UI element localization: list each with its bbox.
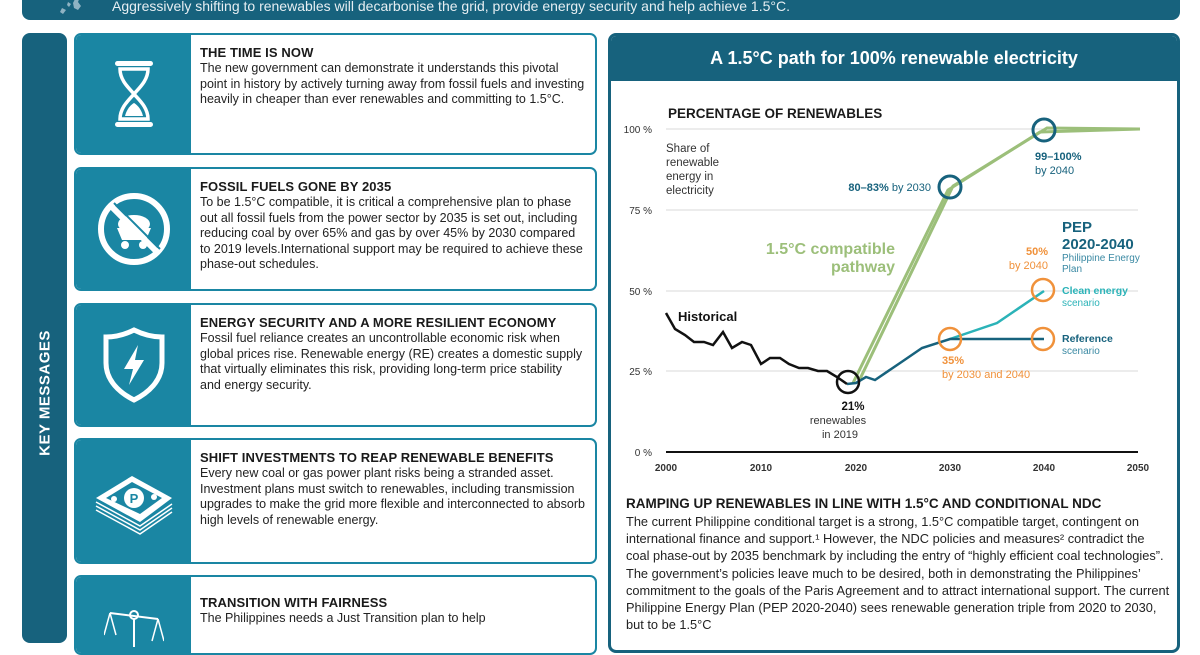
historical-label: Historical [678,309,738,324]
annotation-pep-50-text: by 2040 [1008,260,1048,272]
chart-title: PERCENTAGE OF RENEWABLES [668,106,883,121]
y-axis-label: energy in [666,171,714,183]
annotation-pep-35: 35% [942,355,965,367]
x-tick: 2040 [1032,463,1056,474]
marker-2040-clean [1032,279,1054,301]
annotation-2019-text: renewables [809,415,867,427]
message-card-transition-fairness [74,575,597,655]
message-card-fossil-fuels [74,167,597,291]
money-stack-peso-icon [92,466,176,536]
shield-lightning-icon [102,327,166,403]
card-body: The new government can demonstrate it understands this pivotal point in history by actively turning away from fossil fuels and investing heavily in cheaper than ever renewables and committing to 1.5°C. [200,61,585,106]
clean-energy-series [950,291,1044,339]
svg-text:P: P [129,491,138,506]
card-body: The Philippines needs a Just Transition plan to help [200,611,486,625]
message-card-time-is-now [74,33,597,155]
no-coal-cart-icon [95,190,173,268]
pathway-label: 1.5°C compatible [765,241,895,258]
card-body: Every new coal or gas power plant risks being a stranded asset. Investment plans must switch to renewables, including transmission upgrades to make the grid more flexible and interconnected to absorb high levels of renewable energy. [200,466,585,527]
annotation-pep-35-text: by 2030 and 2040 [942,369,1031,381]
clean-energy-legend-sub: scenario [1062,298,1100,309]
card-body: To be 1.5°C compatible, it is critical a comprehensive plan to phase out all fossil fuels from the power sector by 2035 is set out, including reducing coal by over 65% and gas by over 45% by 2030 compared to 2019 levels.International support may be required to achieve these phase-out schedules. [200,195,583,271]
card-body: Fossil fuel reliance creates an uncontrollable economic risk when global prices rise. Renewable energy (RE) creates a domestic supply that virtually eliminates this risk, providing long-term price stability and energy security. [200,331,583,392]
key-messages-tab [22,33,67,643]
y-tick: 100 % [623,125,652,136]
key-messages-label: KEY MESSAGES [36,330,53,456]
panel-title: A 1.5°C path for 100% renewable electricity [611,36,1177,81]
x-tick: 2020 [844,463,868,474]
card-title: ENERGY SECURITY AND A MORE RESILIENT ECONOMY [200,315,557,330]
annotation-pep-50: 50% [1025,246,1048,258]
x-tick: 2030 [938,463,962,474]
reference-legend: Reference [1062,333,1113,345]
y-tick: 75 % [629,206,652,217]
renewables-line-chart [611,36,1180,496]
pep-legend-sub: Philippine Energy [1062,253,1140,264]
pep-legend-years: 2020-2040 [1062,236,1134,253]
hourglass-icon [111,59,157,129]
annotation-2040-pathway-text: by 2040 [1035,165,1075,177]
philippines-map-icon [52,0,92,16]
y-axis-label: Share of [666,143,710,155]
clean-energy-legend: Clean energy [1062,285,1128,297]
y-tick: 50 % [629,287,652,298]
card-title: THE TIME IS NOW [200,45,314,60]
ramp-body: The current Philippine conditional target is a strong, 1.5°C compatible target, contingent on international finance and support.¹ However, the NDC policies and measures² contradict the coal phase-out by 2035 benchmark by including the entry of “highly efficient coal technologies”. The government’s policies leave much to be desired, both in demonstrating the Philippines’ commitment to the goals of the Paris Agreement and to attract international support. The current Philippine Energy Plan (PEP 2020-2040) sees renewable generation triple from 2020 to 2030, but to be 1.5°C [626,514,1170,633]
pep-legend-sub: Plan [1062,264,1083,275]
y-axis-label: renewable [666,157,720,169]
card-title: FOSSIL FUELS GONE BY 2035 [200,179,392,194]
message-card-energy-security [74,303,597,427]
ramp-heading: RAMPING UP RENEWABLES IN LINE WITH 1.5°C AND CONDITIONAL NDC [626,496,1102,511]
balance-scale-icon [104,607,164,647]
x-tick: 2050 [1126,463,1150,474]
y-tick: 0 % [634,448,652,459]
annotation-2040-pathway-value: 99–100% [1035,151,1082,163]
y-tick: 25 % [629,367,652,378]
renewable-path-panel [608,33,1180,653]
x-tick: 2010 [749,463,773,474]
pathway-label: pathway [830,259,895,276]
y-axis-label: electricity [666,185,714,197]
message-card-shift-investments [74,438,597,564]
card-title: TRANSITION WITH FAIRNESS [200,595,388,610]
annotation-2030-pathway: 80–83% by 2030 [848,182,931,194]
top-banner [22,0,1180,20]
annotation-2019-text: in 2019 [821,429,859,441]
banner-text: Aggressively shifting to renewables will decarbonise the grid, provide energy security and help achieve 1.5°C. [112,0,790,14]
x-tick: 2000 [654,463,678,474]
annotation-2019-value: 21% [841,401,865,413]
card-title: SHIFT INVESTMENTS TO REAP RENEWABLE BENEFITS [200,450,554,465]
reference-legend-sub: scenario [1062,346,1100,357]
pep-legend-title: PEP [1062,219,1093,236]
